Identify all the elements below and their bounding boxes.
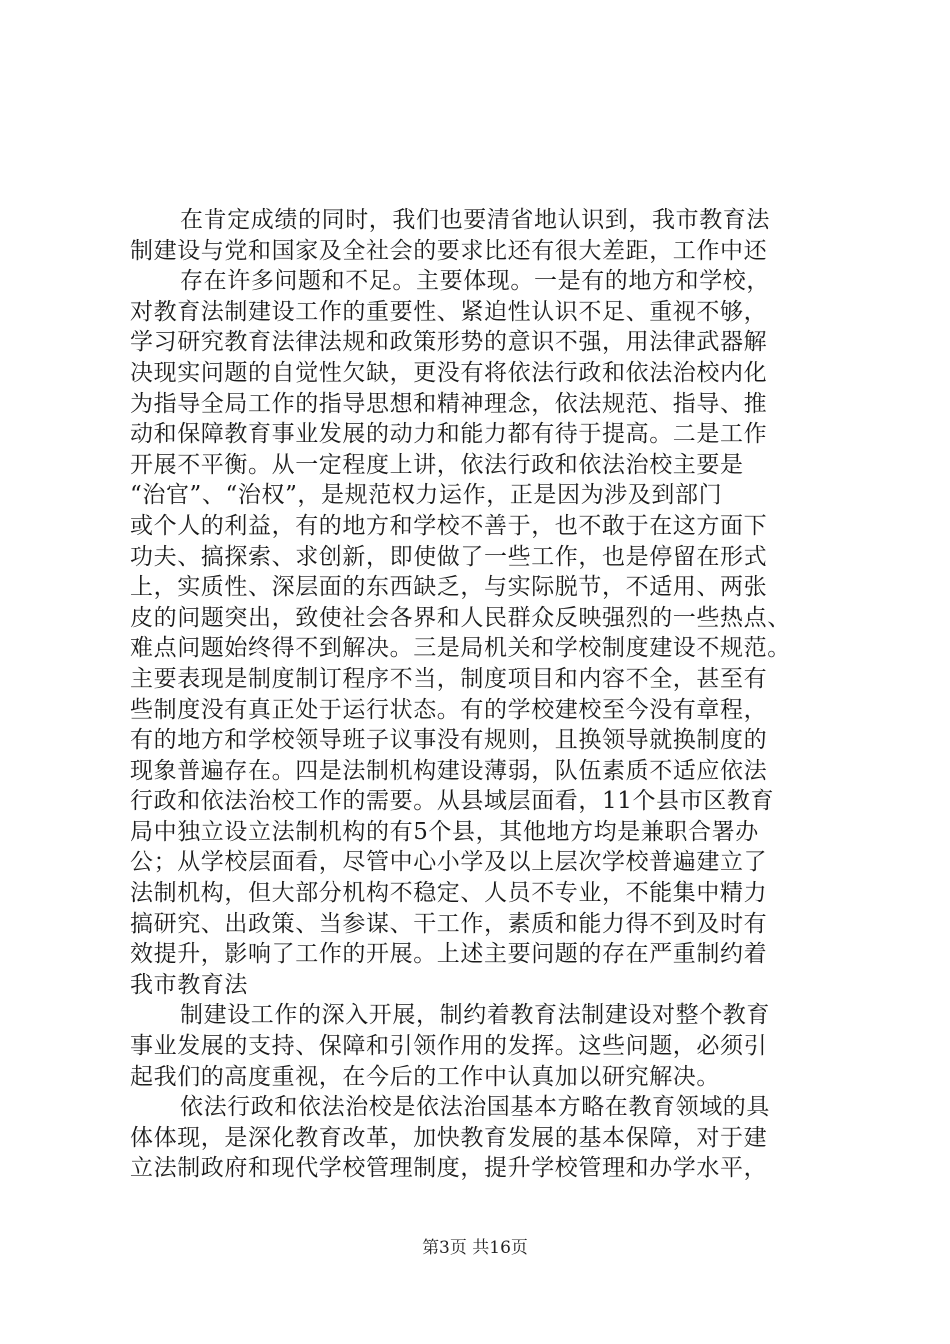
text-line: 或个人的利益，有的地方和学校不善于，也不敢于在这方面下 xyxy=(130,512,768,539)
text-line: 制建设与党和国家及全社会的要求比还有很大差距，工作中还 xyxy=(130,237,768,264)
text-line: 有的地方和学校领导班子议事没有规则，且换领导就换制度的 xyxy=(130,727,768,754)
document-body xyxy=(130,205,820,1184)
text-line: 决现实问题的自觉性欠缺，更没有将依法行政和依法治校内化 xyxy=(130,359,768,386)
text-line: 存在许多问题和不足。主要体现。一是有的地方和学校， xyxy=(180,268,770,295)
text-line: 为指导全局工作的指导思想和精神理念，依法规范、指导、推 xyxy=(130,390,768,417)
text-line: 起我们的高度重视，在今后的工作中认真加以研究解决。 xyxy=(130,1063,720,1090)
text-line: 依法行政和依法治校是依法治国基本方略在教育领域的具 xyxy=(180,1094,770,1121)
page-number-footer: 第3页 共16页 xyxy=(422,1238,528,1258)
text-line: 上，实质性、深层面的东西缺乏，与实际脱节，不适用、两张 xyxy=(130,574,768,601)
text-line: “治官”、“治权”，是规范权力运作，正是因为涉及到部门 xyxy=(130,482,723,509)
text-line: 在肯定成绩的同时，我们也要清省地认识到，我市教育法 xyxy=(180,207,770,233)
text-line: 局中独立设立法制机构的有5个县，其他地方均是兼职合署办 xyxy=(130,818,759,845)
text-line: 难点问题始终得不到解决。三是局机关和学校制度建设不规范。 xyxy=(130,635,791,662)
text-line: 些制度没有真正处于运行状态。有的学校建校至今没有章程， xyxy=(130,696,768,723)
text-line: 主要表现是制度制订程序不当，制度项目和内容不全，甚至有 xyxy=(130,665,768,692)
text-line: 现象普遍存在。四是法制机构建设薄弱，队伍素质不适应依法 xyxy=(130,757,768,784)
text-line: 法制机构，但大部分机构不稳定、人员不专业，不能集中精力 xyxy=(130,880,768,907)
text-line: 动和保障教育事业发展的动力和能力都有待于提高。二是工作 xyxy=(130,421,768,448)
text-line: 功夫、搞探索、求创新，即使做了一些工作，也是停留在形式 xyxy=(130,543,768,570)
text-line: 事业发展的支持、保障和引领作用的发挥。这些问题，必须引 xyxy=(130,1033,768,1060)
text-line: 搞研究、出政策、当参谋、干工作，素质和能力得不到及时有 xyxy=(130,910,768,937)
text-line: 行政和依法治校工作的需要。从县域层面看，11个县市区教育 xyxy=(130,788,775,815)
text-line: 我市教育法 xyxy=(130,971,248,998)
text-line: 公；从学校层面看，尽管中心小学及以上层次学校普遍建立了 xyxy=(130,849,768,876)
text-line: 制建设工作的深入开展，制约着教育法制建设对整个教育 xyxy=(180,1002,770,1029)
text-line: 学习研究教育法律法规和政策形势的意识不强，用法律武器解 xyxy=(130,329,768,356)
text-line: 皮的问题突出，致使社会各界和人民群众反映强烈的一些热点、 xyxy=(130,604,791,631)
text-line: 对教育法制建设工作的重要性、紧迫性认识不足、重视不够， xyxy=(130,298,768,325)
text-line: 体体现，是深化教育改革，加快教育发展的基本保障，对于建 xyxy=(130,1124,768,1151)
text-line: 效提升，影响了工作的开展。上述主要问题的存在严重制约着 xyxy=(130,941,768,968)
text-line: 立法制政府和现代学校管理制度，提升学校管理和办学水平， xyxy=(130,1155,768,1182)
text-line: 开展不平衡。从一定程度上讲，依法行政和依法治校主要是 xyxy=(130,451,744,478)
